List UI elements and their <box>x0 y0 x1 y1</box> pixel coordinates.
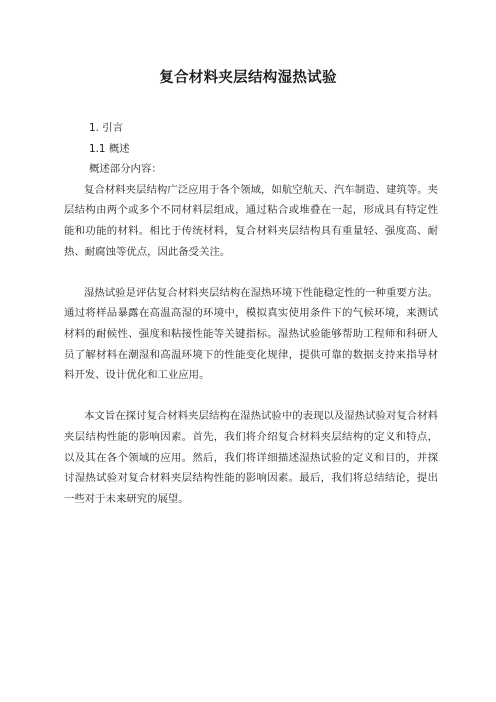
paragraph-spacer <box>64 262 438 283</box>
section-heading-1-1: 1.1 概述 <box>89 142 130 155</box>
paragraph-1: 复合材料夹层结构广泛应用于各个领域，如航空航天、汽车制造、建筑等。夹层结构由两个或多个不同材料层组成，通过粘合或堆叠在一起，形成具有特定性能和功能的材料。相比于传统材料，复合材料夹层结构具有重量轻、强度高、耐热、耐腐蚀等优点，因此备受关注。 <box>64 183 438 258</box>
section-heading-1: 1. 引言 <box>89 122 123 134</box>
document-body <box>64 118 438 509</box>
paragraph-spacer <box>64 386 438 407</box>
section-label: 概述部分内容： <box>89 163 162 176</box>
document-title: 复合材料夹层结构湿热试验 <box>159 70 337 86</box>
paragraph-3: 本文旨在探讨复合材料夹层结构在湿热试验中的表现以及湿热试验对复合材料夹层结构性能的影响因素。首先，我们将介绍复合材料夹层结构的定义和特点，以及其在各个领域的应用。然后，我们将详细描述湿热试验的定义和目的，并探讨湿热试验对复合材料夹层结构性能的影响因素。最后，我们将总结结论，提出一些对于未来研究的展望。 <box>64 410 438 505</box>
paragraph-2: 湿热试验是评估复合材料夹层结构在湿热环境下性能稳定性的一种重要方法。通过将样品暴露在高温高湿的环境中，模拟真实使用条件下的气候环境，来测试材料的耐候性、强度和粘接性能等关键指标。湿热试验能够帮助工程师和科研人员了解材料在潮湿和高温环境下的性能变化规律，提供可靠的数据支持来指导材料开发、设计优化和工业应用。 <box>64 286 438 382</box>
